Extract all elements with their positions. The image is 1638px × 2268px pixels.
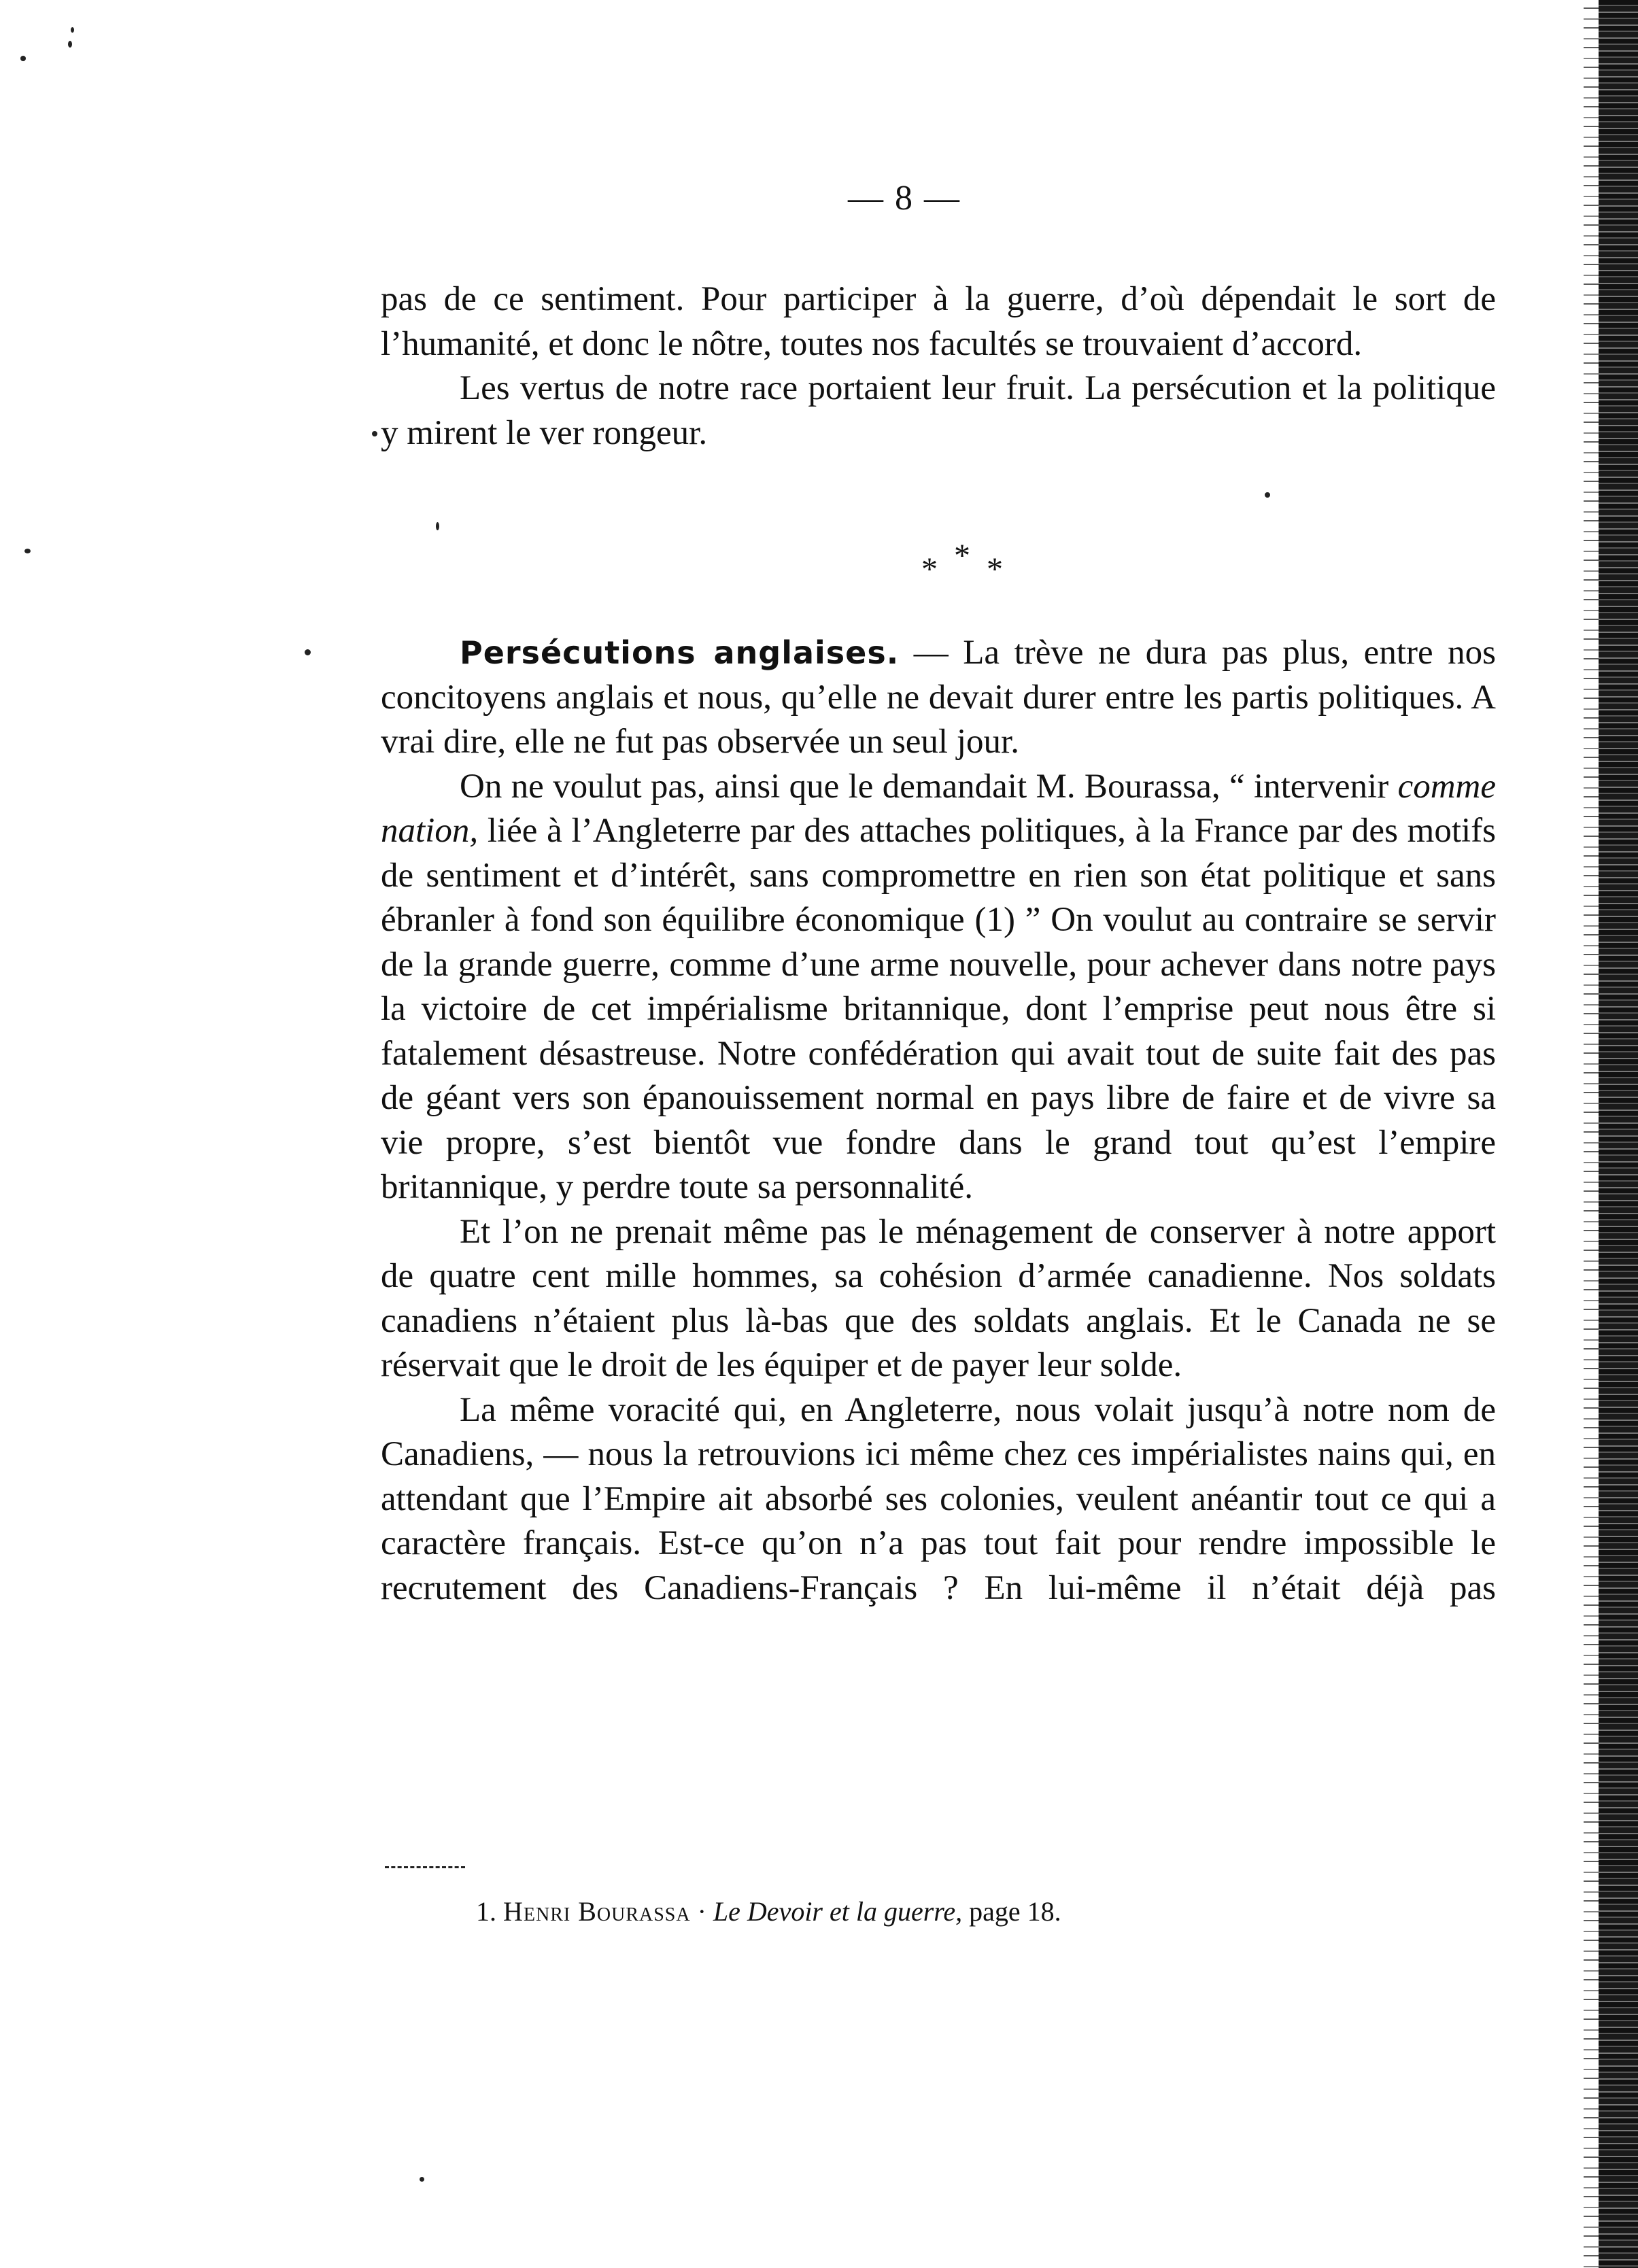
paragraph-armee-canadienne: Et l’on ne prenait même pas le ménagement de conserver à notre apport de quatre cent mille hommes, sa cohésion d’armée canadienne. Nos soldats canadiens n’étaient plus là-bas que des soldats anglais. Et le Canada ne se réservait que le droit de les équiper et de payer leur solde. [381,1212,1496,1384]
text-block-main [381,631,1496,1611]
paragraph-continuation: pas de ce sentiment. Pour participer à la guerre, d’où dépendait le sort de l’humanité, et donc le nôtre, toutes nos facultés se trouvaient d’accord. [381,280,1496,363]
scan-speck [24,549,31,553]
asterisk-left: * [921,551,938,587]
section-heading: Persécutions anglaises. [460,634,900,671]
footnote-number: 1. [476,1896,496,1927]
footnote-rule [385,1866,465,1868]
quote-continuation: liée à l’Angleterre par des attaches politiques, à la France par des motifs de sentiment et d’intérêt, sans compromettre en rien son état politique et sans ébranler à fond son équilibre économique (1) ” On voulut au contraire se servir de la grande guerre, comme d’une arme nouvelle, pour achever dans notre pays la victoire de cet impérialisme britannique, dont l’emprise peut nous être si fatalement désastreuse. Notre confédération qui avait tout de suite fait des pas de géant vers son épanouissement normal en pays libre de faire et de vivre sa vie propre, s’est bientôt vue fondre dans le grand tout qu’est l’empire britannique, y perdre toute sa personnalité. [381,812,1496,1206]
scan-speck [420,2177,424,2182]
quote-lead: On ne voulut pas, ainsi que le demandait M. Bourassa, “ intervenir [460,767,1398,806]
paragraph-bourassa-quote [381,765,1496,1210]
asterisk-right: * [987,551,1003,587]
text-block-top [381,277,1496,456]
scan-speck [372,431,377,436]
footnote-work-title: Le Devoir et la guerre, [713,1896,963,1927]
paragraph-vertus: Les vertus de notre race portaient leur fruit. La persécution et la politique y mirent le ver rongeur. [381,369,1496,452]
section-break-asterism [921,537,1017,585]
footnote-page-ref: page 18. [962,1896,1061,1927]
scan-speck [1265,492,1270,498]
scan-speck [68,41,72,48]
footnote-author: Henri Bourassa [503,1896,691,1927]
paragraph-persecutions-text: — La trève ne dura pas plus, entre nos concitoyens anglais et nous, qu’elle ne devait durer entre les partis politiques. A vrai dire, elle ne fut pas observée un seul jour. [381,634,1496,761]
paragraph-persecutions [381,631,1496,765]
scan-edge-fringe [1584,0,1599,2268]
scan-speck [305,649,311,655]
scan-speck [20,56,26,61]
scan-speck [436,522,439,530]
scan-speck [71,27,74,33]
footnote-separator: · [690,1896,713,1927]
footnote [476,1895,1061,1927]
paragraph-voracite: La même voracité qui, en Angleterre, nous volait jusqu’à notre nom de Canadiens, — nous la retrouvions ici même chez ces impérialistes nains qui, en attendant que l’Empire ait absorbé ses colonies, veulent anéantir tout ce qui a caractère français. Est-ce qu’on n’a pas tout fait pour rendre impossible le recrutement des Canadiens-Français ? En lui-même il n’était déjà pas [381,1390,1496,1607]
scan-binding-edge [1599,0,1638,2268]
asterisk-center: * [954,538,970,574]
quote-italic-phrase: comme nation, [381,767,1496,850]
page-number: — 8 — [848,179,961,218]
